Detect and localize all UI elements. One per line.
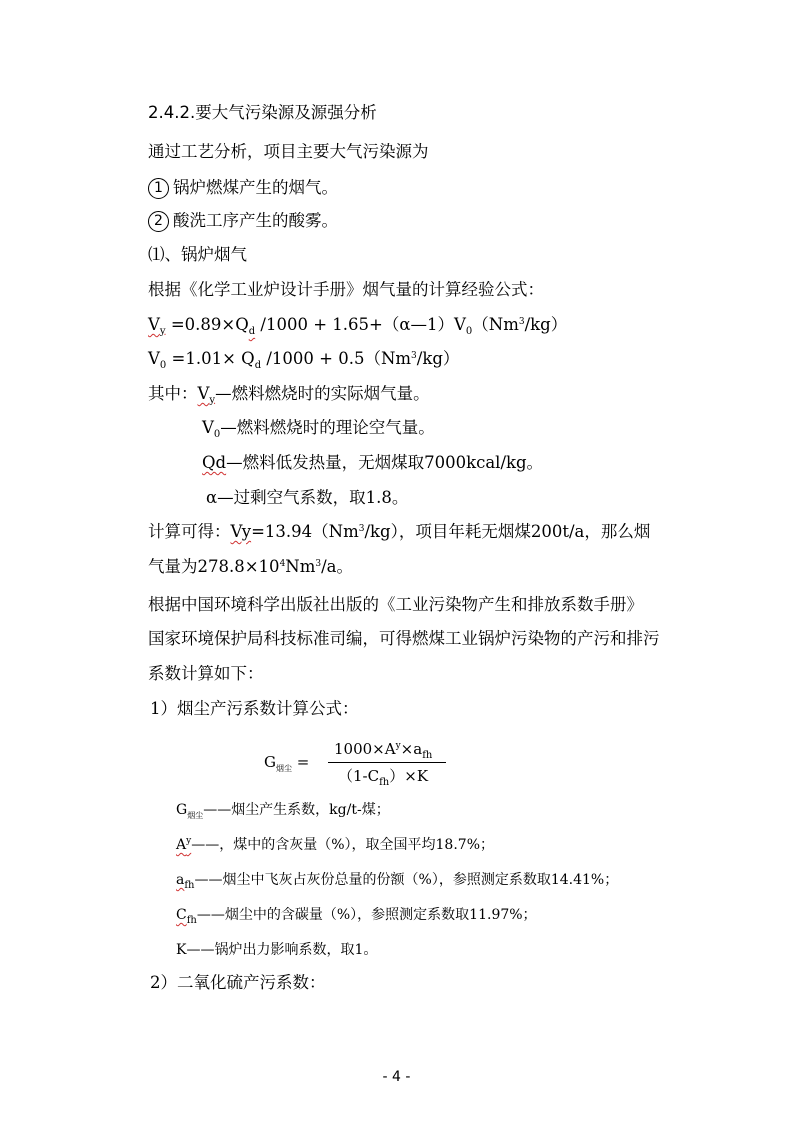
paragraph-line-2: 国家环境保护局科技标准司编，可得燃煤工业锅炉污染物的产污和排污 xyxy=(148,629,660,648)
item-1-dust-formula-title: 1）烟尘产污系数计算公式： xyxy=(150,699,359,718)
definition-vy: 其中：$V_y—$燃料燃烧时的实际烟气量。 xyxy=(148,384,430,406)
definition-g-dust: $G_{烟尘}——$烟尘产生系数，kg/t-煤； xyxy=(176,802,390,820)
paragraph-line-1: 根据中国环境科学出版社出版的《工业污染物产生和排放系数手册》 xyxy=(148,595,643,614)
definition-alpha: α—过剩空气系数，取1.8。 xyxy=(206,488,409,507)
intro-text: 通过工艺分析，项目主要大气污染源为 xyxy=(148,142,429,161)
paragraph-line-3: 系数计算如下： xyxy=(148,664,264,683)
page-number: - 4 - xyxy=(382,1069,411,1085)
equation-vy: $V_y =0.89\times Q_d$ $/1000 + 1.65+(\alpha—1)V_0(Nm^3/kg)$ xyxy=(148,315,568,337)
source-item-1 xyxy=(148,177,338,199)
fraction-bar xyxy=(328,762,446,763)
calc-result-line-1: 计算可得：$Vy=13.94(Nm^3/kg)$，项目年耗无烟煤200t/a，那么烟 xyxy=(148,522,651,541)
circled-number-2: 2 xyxy=(148,211,169,232)
equation-v0: $V_0 =1.01\times Q_d$ $/1000 + 0.5(Nm^3/kg)$ xyxy=(148,349,460,371)
definition-v0: $V_0—$燃料燃烧时的理论空气量。 xyxy=(202,418,435,440)
formula-intro: 根据《化学工业炉设计手册》烟气量的计算经验公式： xyxy=(148,280,544,299)
source-text-1: 锅炉燃煤产生的烟气。 xyxy=(173,178,338,197)
definition-k-factor: K——锅炉出力影响系数，取1。 xyxy=(176,942,378,958)
eq1-v: $V_y$ xyxy=(148,315,166,337)
formula-denominator: $(1-C_{fh})\times K$ xyxy=(338,767,429,788)
source-text-2: 酸洗工序产生的酸雾。 xyxy=(173,211,338,230)
definition-qd: Qd—燃料低发热量，无烟煤取7000kcal/kg。 xyxy=(202,453,544,472)
formula-lhs: $G_{烟尘}$ = xyxy=(264,753,310,773)
definition-ash-content: $A^y——$，煤中的含灰量（%），取全国平均18.7%； xyxy=(176,836,494,853)
source-item-2 xyxy=(148,210,338,232)
circled-number-1: 1 xyxy=(148,178,169,199)
section-heading: 2.4.2.要大气污染源及源强分析 xyxy=(148,103,377,122)
calc-result-line-2: 气量为$278.8\times 10^4Nm^3/a$。 xyxy=(148,557,354,576)
definition-carbon-content: $C_{fh}——$烟尘中的含碳量（%），参照测定系数取11.97%； xyxy=(176,907,537,926)
item-2-so2-title: 2）二氧化硫产污系数： xyxy=(150,973,326,992)
definition-fly-ash-share: $a_{fh}——$烟尘中飞灰占灰份总量的份额（%），参照测定系数取14.41%； xyxy=(176,872,619,891)
formula-numerator: $1000\times A^y\times a_{fh}$ xyxy=(334,740,433,761)
subsection-boiler-flue-gas: ⑴、锅炉烟气 xyxy=(148,245,247,264)
dust-emission-formula xyxy=(264,740,464,790)
